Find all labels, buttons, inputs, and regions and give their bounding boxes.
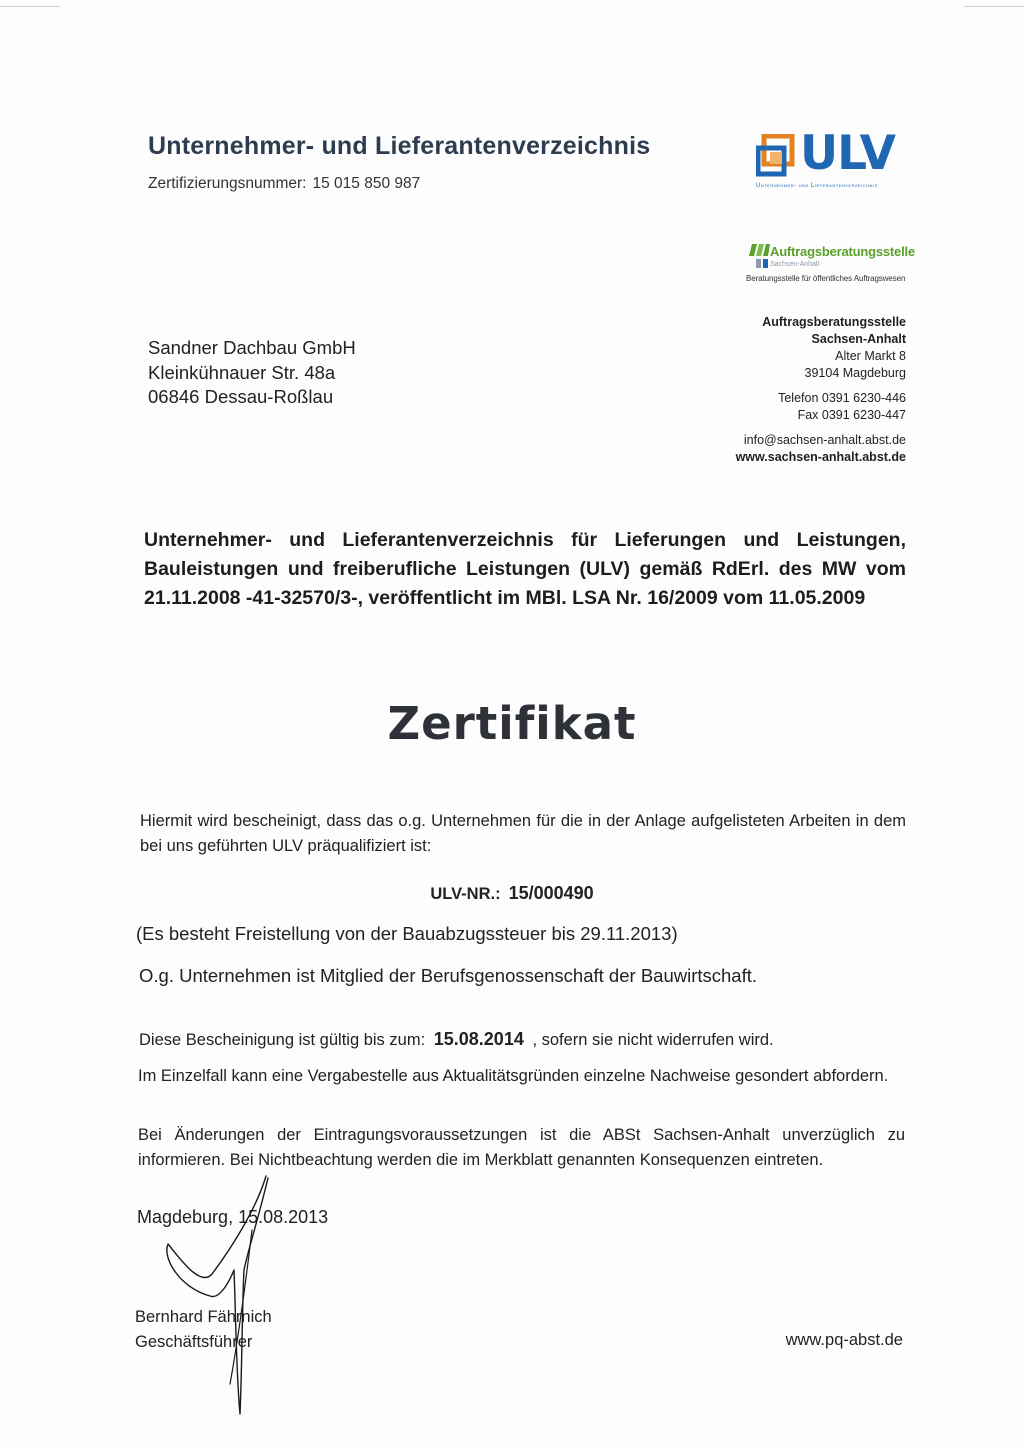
certification-number-label: Zertifizierungsnummer:	[148, 175, 307, 192]
sender-block	[736, 314, 906, 466]
ulv-number-label: ULV-NR.:	[430, 885, 501, 903]
signer-title: Geschäftsführer	[135, 1333, 253, 1351]
abst-tagline: Beratungsstelle für öffentliches Auftragswesen	[746, 274, 906, 283]
certification-number-line	[148, 175, 420, 193]
sender-org-line1: Auftragsberatungsstelle	[762, 315, 906, 329]
recipient-address	[148, 336, 356, 410]
place-and-date: Magdeburg, 15.08.2013	[137, 1207, 329, 1227]
document-title: Unternehmer- und Lieferantenverzeichnis	[148, 132, 651, 160]
tax-exemption-note: (Es besteht Freistellung von der Bauabzugssteuer bis 29.11.2013)	[136, 923, 678, 944]
certificate-heading: Zertifikat	[387, 697, 637, 750]
abst-name: Auftragsberatungsstelle	[770, 244, 915, 259]
sender-fax: Fax 0391 6230-447	[797, 408, 906, 422]
ulv-subtitle: Unternehmer- und Lieferantenverzeichnis	[756, 183, 878, 189]
ulv-number-value: 15/000490	[508, 883, 594, 903]
recipient-street: Kleinkühnauer Str. 48a	[148, 361, 336, 383]
sender-org-line2: Sachsen-Anhalt	[811, 332, 906, 346]
signer-name: Bernhard Fährnich	[135, 1308, 272, 1326]
recipient-city: 06846 Dessau-Roßlau	[148, 386, 334, 407]
intro-paragraph: Unternehmer- und Lieferantenverzeichnis für Lieferungen und Leistungen, Bauleistungen und freiberufliche Leistungen (ULV) gemäß RdErl. des MW vom 21.11.2008 -41-32570/3-, veröffentlicht im MBl. LSA Nr. 16/2009 vom 11.05.2009	[144, 529, 906, 609]
ulv-number-line	[0, 883, 1024, 904]
recipient-company: Sandner Dachbau GmbH	[148, 337, 356, 358]
sender-email: info@sachsen-anhalt.abst.de	[743, 433, 906, 447]
validity-prefix: Diese Bescheinigung ist gültig bis zum:	[139, 1031, 426, 1049]
ulv-mark-icon	[756, 134, 800, 180]
handwritten-signature	[160, 1170, 290, 1420]
membership-note: O.g. Unternehmen ist Mitglied der Berufsgenossenschaft der Bauwirtschaft.	[139, 965, 757, 986]
changes-paragraph: Bei Änderungen der Eintragungsvoraussetzungen ist die ABSt Sachsen-Anhalt unverzüglich zu informieren. Bei Nichtbeachtung werden die im Merkblatt genannten Konsequenzen eintreten.	[138, 1126, 905, 1169]
sender-website: www.sachsen-anhalt.abst.de	[735, 450, 906, 464]
certification-statement: Hiermit wird bescheinigt, dass das o.g. Unternehmen für die in der Anlage aufgelisteten Arbeiten in dem bei uns geführten ULV präqualifiziert ist:	[140, 812, 906, 855]
scan-edge-line	[0, 6, 60, 7]
abst-region: Sachsen-Anhalt	[770, 261, 820, 268]
ulv-logo	[756, 126, 912, 194]
certification-number: 15 015 850 987	[312, 175, 421, 192]
validity-suffix: , sofern sie nicht widerrufen wird.	[532, 1031, 774, 1049]
sender-phone: Telefon 0391 6230-446	[778, 391, 906, 405]
validity-line	[139, 1029, 774, 1050]
scan-edge-line	[964, 6, 1024, 7]
individual-request-paragraph: Im Einzelfall kann eine Vergabestelle aus Aktualitätsgründen einzelne Nachweise gesondert abfordern.	[138, 1067, 889, 1085]
sender-city: 39104 Magdeburg	[804, 366, 906, 380]
abst-mark-icon	[748, 244, 770, 270]
abst-logo	[746, 244, 915, 290]
ulv-wordmark: ULV	[800, 126, 896, 181]
footer-website: www.pq-abst.de	[785, 1331, 903, 1349]
sender-street: Alter Markt 8	[835, 349, 906, 363]
validity-date: 15.08.2014	[433, 1029, 524, 1049]
